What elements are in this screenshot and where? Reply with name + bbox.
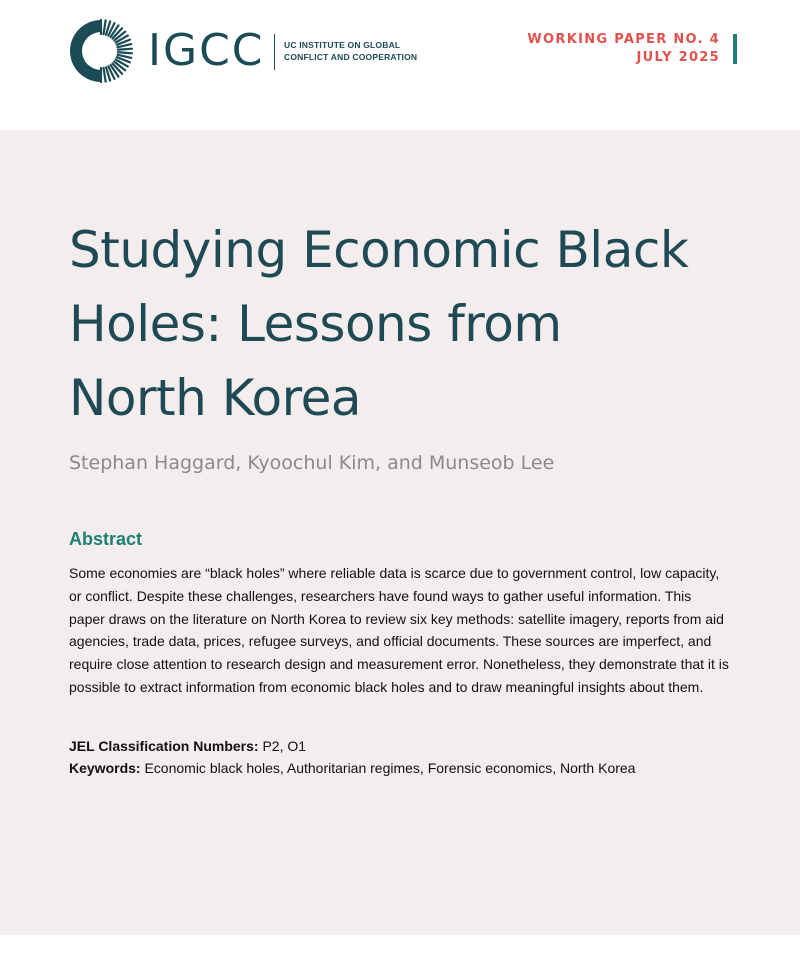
paper-title: Studying Economic Black Holes: Lessons from North Korea [69, 221, 689, 427]
brand-subtitle-line-2: CONFLICT AND COOPERATION [284, 52, 418, 62]
brand-subtitle [284, 39, 417, 63]
working-paper-label [527, 31, 720, 67]
abstract-text: Some economies are “black holes” where reliable data is scarce due to government control, low capacity, or conflict. Despite these challenges, researchers have found ways to gather useful information. This paper draws on the literature on North Korea to review six key methods: satellite imagery, reports from aid agencies, trade data, prices, refugee surveys, and official documents. These sources are imperfect, and require close attention to research design and measurement error. Nonetheless, they demonstrate that it is possible to extract information from economic black holes and to draw meaningful insights about them. [69, 565, 729, 695]
page-header [0, 0, 800, 130]
series-number: WORKING PAPER NO. 4 [527, 32, 720, 47]
jel-label: JEL Classification Numbers: [69, 738, 259, 754]
keywords-value: Economic black holes, Authoritarian regimes, Forensic economics, North Korea [140, 760, 636, 776]
brand-subtitle-line-1: UC INSTITUTE ON GLOBAL [284, 40, 401, 50]
paper-authors: Stephan Haggard, Kyoochul Kim, and Munseob Lee [69, 452, 555, 474]
publication-date: JULY 2025 [636, 50, 720, 65]
jel-value: P2, O1 [258, 738, 307, 754]
brand-name: IGCC [148, 25, 265, 76]
brand-divider [274, 34, 275, 70]
jel-classification [69, 735, 306, 757]
keywords [69, 757, 635, 779]
igcc-radial-logo-icon [68, 18, 134, 84]
keywords-label: Keywords: [69, 760, 141, 776]
abstract-heading: Abstract [69, 529, 143, 549]
accent-bar [733, 34, 737, 64]
